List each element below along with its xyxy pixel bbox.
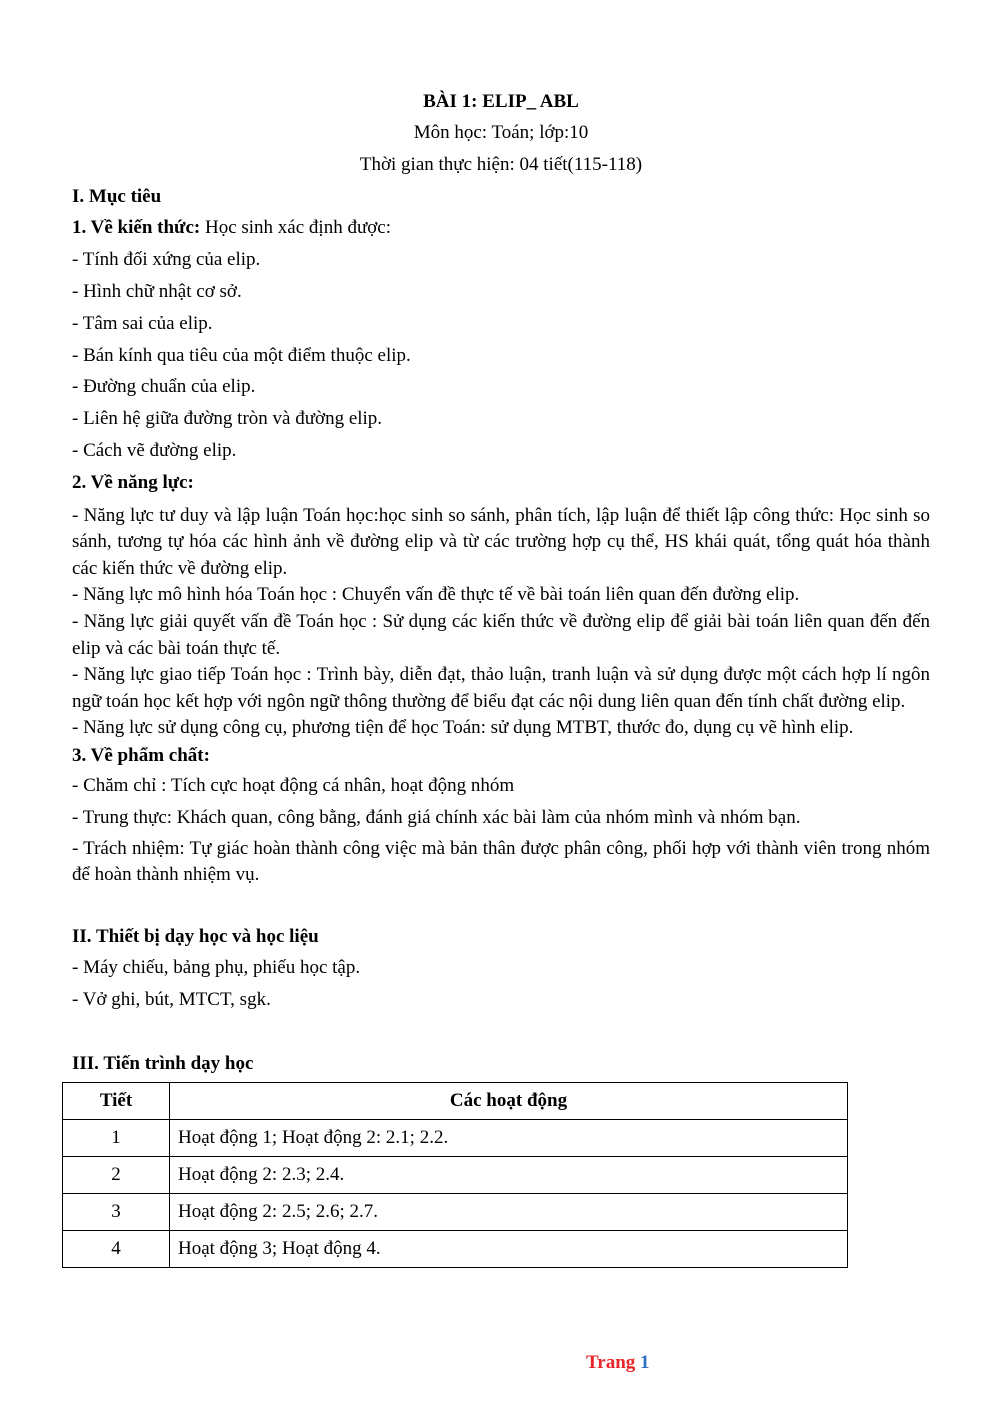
table-row [63, 1230, 848, 1267]
competence-item: - Năng lực tư duy và lập luận Toán học:học sinh so sánh, phân tích, lập luận để thiết lập công thức: Học sinh so sánh, tương tự hóa các hình ảnh về đường elip và từ các trường hợp cụ thể, HS khái quát, tổng quát hóa thành các kiến thức về đường elip. [72, 504, 930, 579]
page-footer [586, 1352, 650, 1374]
knowledge-item: - Liên hệ giữa đường tròn và đường elip. [72, 408, 383, 430]
table-row [63, 1119, 848, 1156]
qualities-item: - Trách nhiệm: Tự giác hoàn thành công việc mà bản thân được phân công, phối hợp với thành viên trong nhóm để hoàn thành nhiệm vụ. [72, 837, 930, 886]
competence-item: - Năng lực giao tiếp Toán học : Trình bày, diễn đạt, thảo luận, tranh luận và sử dụng được một cách hợp lí ngôn ngữ toán học kết hợp với ngôn ngữ thông thường để biểu đạt các nội dung liên quan đến tính chất đường elip. [72, 664, 930, 712]
competence-item: - Năng lực giải quyết vấn đề Toán học : Sử dụng các kiến thức về đường elip để giải bài toán liên quan đến đến elip và các bài toán thực tế. [72, 610, 930, 659]
knowledge-intro-text: Học sinh xác định được: [200, 217, 391, 239]
table-header-row [63, 1082, 848, 1119]
lesson-title: BÀI 1: ELIP_ ABL [423, 91, 579, 112]
table-row [63, 1156, 848, 1193]
table-cell-period: 2 [63, 1156, 170, 1193]
footer-page-number: 1 [640, 1352, 650, 1373]
equipment-item: - Máy chiếu, bảng phụ, phiếu học tập. [72, 957, 361, 979]
equipment-item: - Vở ghi, bút, MTCT, sgk. [72, 989, 271, 1011]
table-cell-activities: Hoạt động 3; Hoạt động 4. [170, 1230, 848, 1267]
qualities-heading: 3. Về phẩm chất: [72, 744, 210, 766]
duration-line: Thời gian thực hiện: 04 tiết(115-118) [359, 153, 643, 175]
table-cell-period: 3 [63, 1193, 170, 1230]
table-cell-activities: Hoạt động 1; Hoạt động 2: 2.1; 2.2. [170, 1119, 848, 1156]
table-cell-activities: Hoạt động 2: 2.3; 2.4. [170, 1156, 848, 1193]
knowledge-item: - Tính đối xứng của elip. [72, 249, 261, 271]
competence-item: - Năng lực mô hình hóa Toán học : Chuyển vấn đề thực tế về bài toán liên quan đến đường elip. [72, 584, 800, 606]
footer-page-word: Trang [586, 1352, 636, 1373]
knowledge-item: - Bán kính qua tiêu của một điểm thuộc elip. [72, 344, 411, 366]
qualities-item: - Chăm chỉ : Tích cực hoạt động cá nhân, hoạt động nhóm [72, 774, 515, 796]
schedule-table [62, 1082, 848, 1268]
section-equipment-heading: II. Thiết bị dạy học và học liệu [72, 925, 319, 947]
knowledge-intro [72, 212, 930, 244]
table-header-activities: Các hoạt động [170, 1082, 848, 1119]
competence-item: - Năng lực sử dụng công cụ, phương tiện để học Toán: sử dụng MTBT, thước đo, dụng cụ vẽ hình elip. [72, 717, 854, 739]
table-cell-period: 4 [63, 1230, 170, 1267]
table-cell-activities: Hoạt động 2: 2.5; 2.6; 2.7. [170, 1193, 848, 1230]
knowledge-item: - Đường chuẩn của elip. [72, 376, 256, 398]
knowledge-item: - Tâm sai của elip. [72, 312, 213, 334]
qualities-item: - Trung thực: Khách quan, công bằng, đánh giá chính xác bài làm của nhóm mình và nhóm bạn. [72, 806, 801, 828]
knowledge-item: - Cách vẽ đường elip. [72, 439, 237, 461]
knowledge-item: - Hình chữ nhật cơ sở. [72, 280, 242, 302]
document-page [72, 86, 930, 1268]
table-row [63, 1193, 848, 1230]
section-objectives-heading: I. Mục tiêu [72, 185, 162, 207]
table-cell-period: 1 [63, 1119, 170, 1156]
knowledge-label: 1. Về kiến thức: [72, 217, 201, 239]
subject-line: Môn học: Toán; lớp:10 [413, 122, 589, 143]
competence-heading: 2. Về năng lực: [72, 471, 194, 493]
table-header-period: Tiết [63, 1082, 170, 1119]
section-process-heading: III. Tiến trình dạy học [72, 1053, 254, 1075]
